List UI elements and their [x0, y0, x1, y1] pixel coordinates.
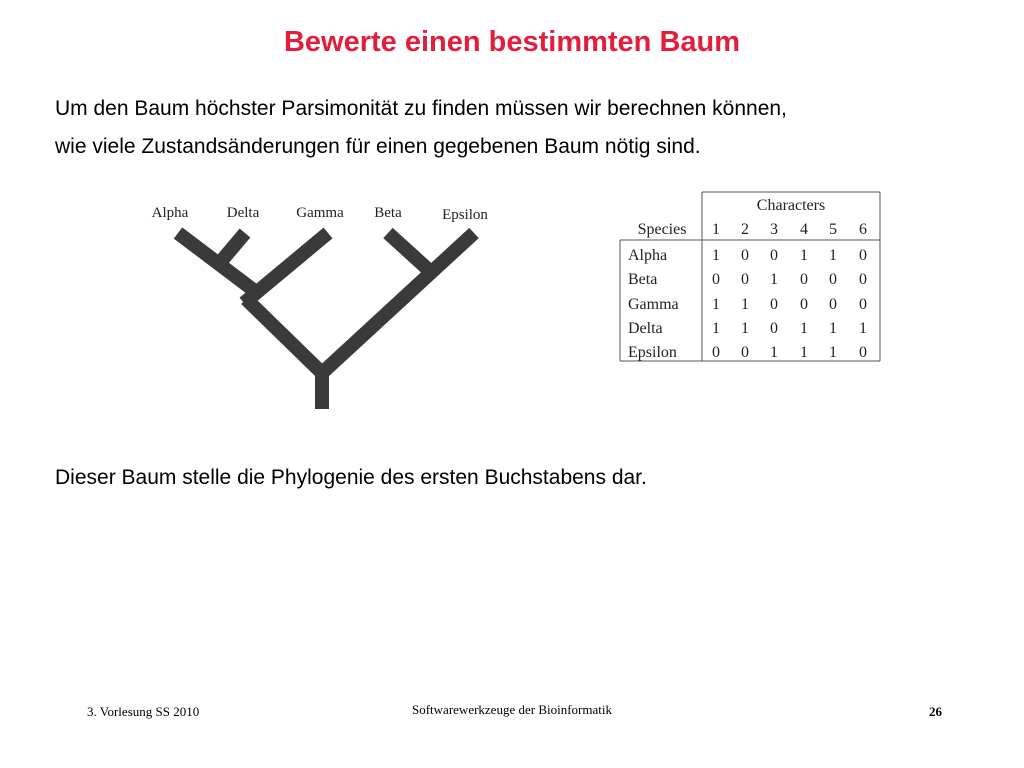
intro-paragraph [55, 90, 995, 166]
table-cell: 1 [829, 344, 837, 361]
table-cell: 0 [829, 271, 837, 288]
footer-lecture: 3. Vorlesung SS 2010 [87, 704, 200, 719]
slide-title: Bewerte einen bestimmten Baum [283, 26, 741, 58]
table-cell: 1 [770, 271, 778, 288]
column-header-6: 6 [859, 221, 867, 238]
table-cell: 0 [859, 296, 867, 313]
table-cell: 0 [770, 320, 778, 337]
leaf-label-delta: Delta [226, 205, 260, 221]
tree-branches [178, 233, 474, 409]
table-cell: 0 [859, 344, 867, 361]
table-cell: 1 [800, 247, 808, 264]
table-cell: 0 [770, 296, 778, 313]
leaf-label-beta: Beta [374, 205, 402, 221]
table-cell: 0 [800, 296, 808, 313]
closing-sentence: Dieser Baum stelle die Phylogenie des ersten Buchstabens dar. [55, 466, 647, 489]
character-table [612, 188, 887, 368]
column-header-5: 5 [829, 221, 837, 238]
table-cell: 0 [712, 344, 720, 361]
phylogenetic-tree [140, 195, 510, 415]
branch-beta [388, 233, 432, 273]
table-cell: 1 [800, 344, 808, 361]
table-cell: 0 [859, 247, 867, 264]
intro-line-1: Um den Baum höchster Parsimonität zu finden müssen wir berechnen können, [55, 97, 787, 120]
branch-gamma [244, 233, 328, 303]
leaf-label-gamma: Gamma [296, 205, 344, 221]
column-header-3: 3 [770, 221, 778, 238]
table-cell: 0 [770, 247, 778, 264]
table-cell: 0 [712, 271, 720, 288]
branch-beta-epsilon [322, 233, 474, 373]
branch-alpha-delta-gamma [246, 299, 322, 373]
table-cells [628, 221, 867, 361]
branch-delta [218, 233, 245, 265]
species-label-epsilon: Epsilon [628, 344, 677, 361]
table-cell: 1 [829, 247, 837, 264]
table-cell: 1 [741, 296, 749, 313]
table-cell: 1 [770, 344, 778, 361]
table-cell: 0 [829, 296, 837, 313]
characters-header: Characters [756, 197, 826, 214]
footer-page-number: 26 [929, 704, 942, 719]
table-cell: 1 [712, 296, 720, 313]
table-cell: 0 [741, 271, 749, 288]
species-label-alpha: Alpha [628, 247, 668, 264]
species-label-beta: Beta [628, 271, 658, 288]
intro-line-2: wie viele Zustandsänderungen für einen gegebenen Baum nötig sind. [55, 135, 701, 158]
leaf-label-epsilon: Epsilon [442, 207, 488, 223]
table-cell: 1 [741, 320, 749, 337]
table-cell: 0 [800, 271, 808, 288]
column-header-1: 1 [712, 221, 720, 238]
table-cell: 1 [712, 247, 720, 264]
table-cell: 0 [859, 271, 867, 288]
species-label-gamma: Gamma [628, 296, 679, 313]
column-header-2: 2 [741, 221, 749, 238]
table-cell: 1 [800, 320, 808, 337]
table-cell: 1 [859, 320, 867, 337]
table-cell: 1 [829, 320, 837, 337]
footer-course: Softwarewerkzeuge der Bioinformatik [412, 702, 612, 717]
table-cell: 0 [741, 344, 749, 361]
species-label-delta: Delta [628, 320, 663, 337]
species-header: Species [637, 221, 687, 238]
table-cell: 1 [712, 320, 720, 337]
column-header-4: 4 [800, 221, 808, 238]
leaf-label-alpha: Alpha [151, 205, 189, 221]
table-cell: 0 [741, 247, 749, 264]
